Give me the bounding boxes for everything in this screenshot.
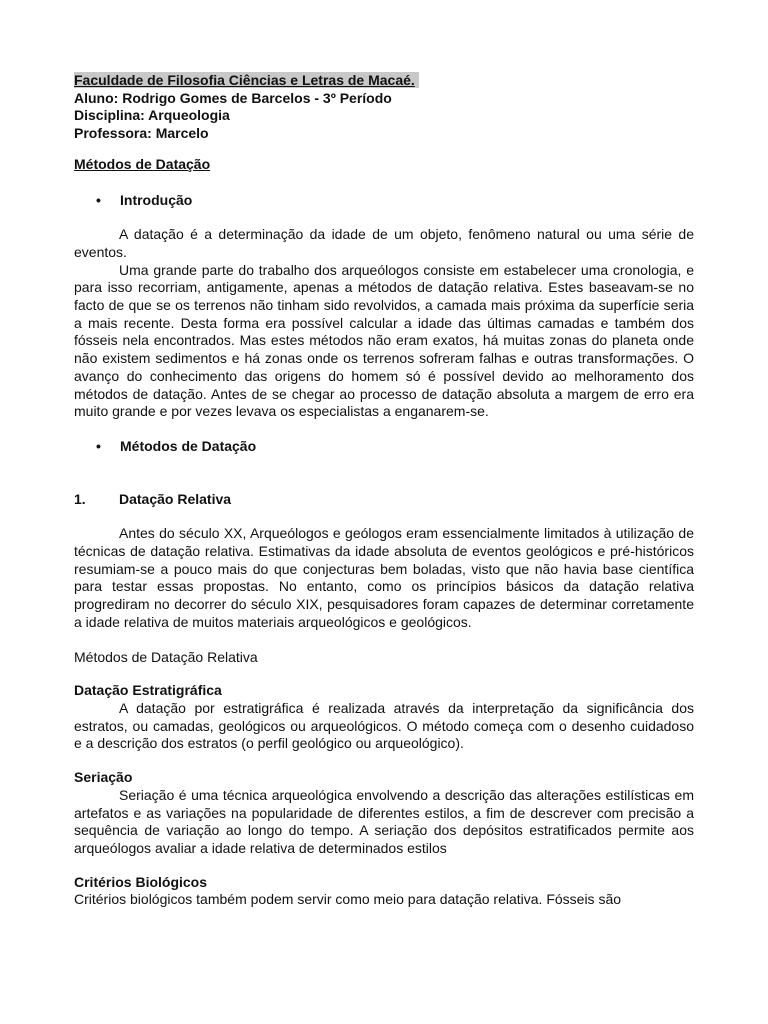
bullet-methods: [96, 438, 694, 456]
document-page: [74, 72, 694, 909]
seriation-paragraph: Seriação é uma técnica arqueológica envolvendo a descrição das alterações estilísticas em artefatos e as variações na popularidade de diferentes estilos, a fim de descrever com precisão a sequência de variação ao longo do tempo. A seriação dos depósitos estratificados permite aos arqueólogos avaliar a idade relativa de determinados estilos: [74, 786, 694, 856]
relative-paragraph-1: Antes do século XX, Arqueólogos e geólogos eram essencialmente limitados à utilização de técnicas de datação relativa. Estimativas da idade absoluta de eventos geológicos e pré-históricos resumiam-se a pouco mais do que conjecturas bem boladas, visto que não havia base científica para testar essas propostas. No entanto, como os princípios básicos da datação relativa progrediram no decorrer do século XIX, pesquisadores foram capazes de determinar corretamente a idade relativa de muitos materiais arqueológicos e geológicos.: [74, 525, 694, 630]
seriation-heading: Seriação: [74, 769, 133, 786]
intro-heading: Introdução: [120, 191, 193, 208]
biological-heading: Critérios Biológicos: [74, 873, 208, 890]
header-institution: [74, 72, 694, 90]
bullet-intro: [96, 192, 694, 210]
methods-heading: Métodos de Datação: [120, 437, 257, 454]
intro-paragraph-1: A datação é a determinação da idade de um objeto, fenômeno natural ou uma série de eventos.: [74, 226, 694, 260]
bullet-icon: •: [96, 191, 101, 208]
header-discipline: Disciplina: Arqueologia: [74, 107, 230, 124]
institution-text: Faculdade de Filosofia Ciências e Letras de Macaé.: [74, 72, 419, 88]
header-professor: Professora: Marcelo: [74, 125, 209, 142]
document-title: Métodos de Datação: [74, 155, 211, 172]
intro-paragraph-2: Uma grande parte do trabalho dos arqueólogos consiste em estabelecer uma cronologia, e para isso recorriam, antigamente, apenas a métodos de datação relativa. Estes baseavam-se no facto de que se os terrenos não tinham sido revolvidos, a camada mais próxima da superfície seria a mais recente. Desta forma era possível calcular a idade das últimas camadas e também dos fósseis nela encontrados. Mas estes métodos não eram exatos, há muitas zonas do planeta onde não existem sedimentos e há zonas onde os terrenos sofreram falhas e outras transformações. O avanço do conhecimento das origens do homem só é possível devido ao melhoramento dos métodos de datação. Antes de se chegar ao processo de datação absoluta a margem de erro era muito grande e por vezes levava os especialistas a enganarem-se.: [74, 261, 694, 420]
relative-subtitle: Métodos de Datação Relativa: [74, 648, 258, 665]
section-relative-heading: [74, 491, 694, 509]
bullet-icon: •: [96, 437, 101, 454]
section-number: 1.: [74, 490, 86, 507]
header-student: Aluno: Rodrigo Gomes de Barcelos - 3º Período: [74, 89, 392, 106]
stratigraphic-heading: Datação Estratigráfica: [74, 682, 222, 699]
relative-heading: Datação Relativa: [119, 490, 232, 507]
biological-paragraph: Critérios biológicos também podem servir como meio para datação relativa. Fósseis são: [74, 891, 622, 908]
stratigraphic-paragraph: A datação por estratigráfica é realizada através da interpretação da significância dos estratos, ou camadas, geológicos ou arqueológicos. O método começa com o desenho cuidadoso e a descrição dos estratos (o perfil geológico ou arqueológico).: [74, 699, 694, 752]
